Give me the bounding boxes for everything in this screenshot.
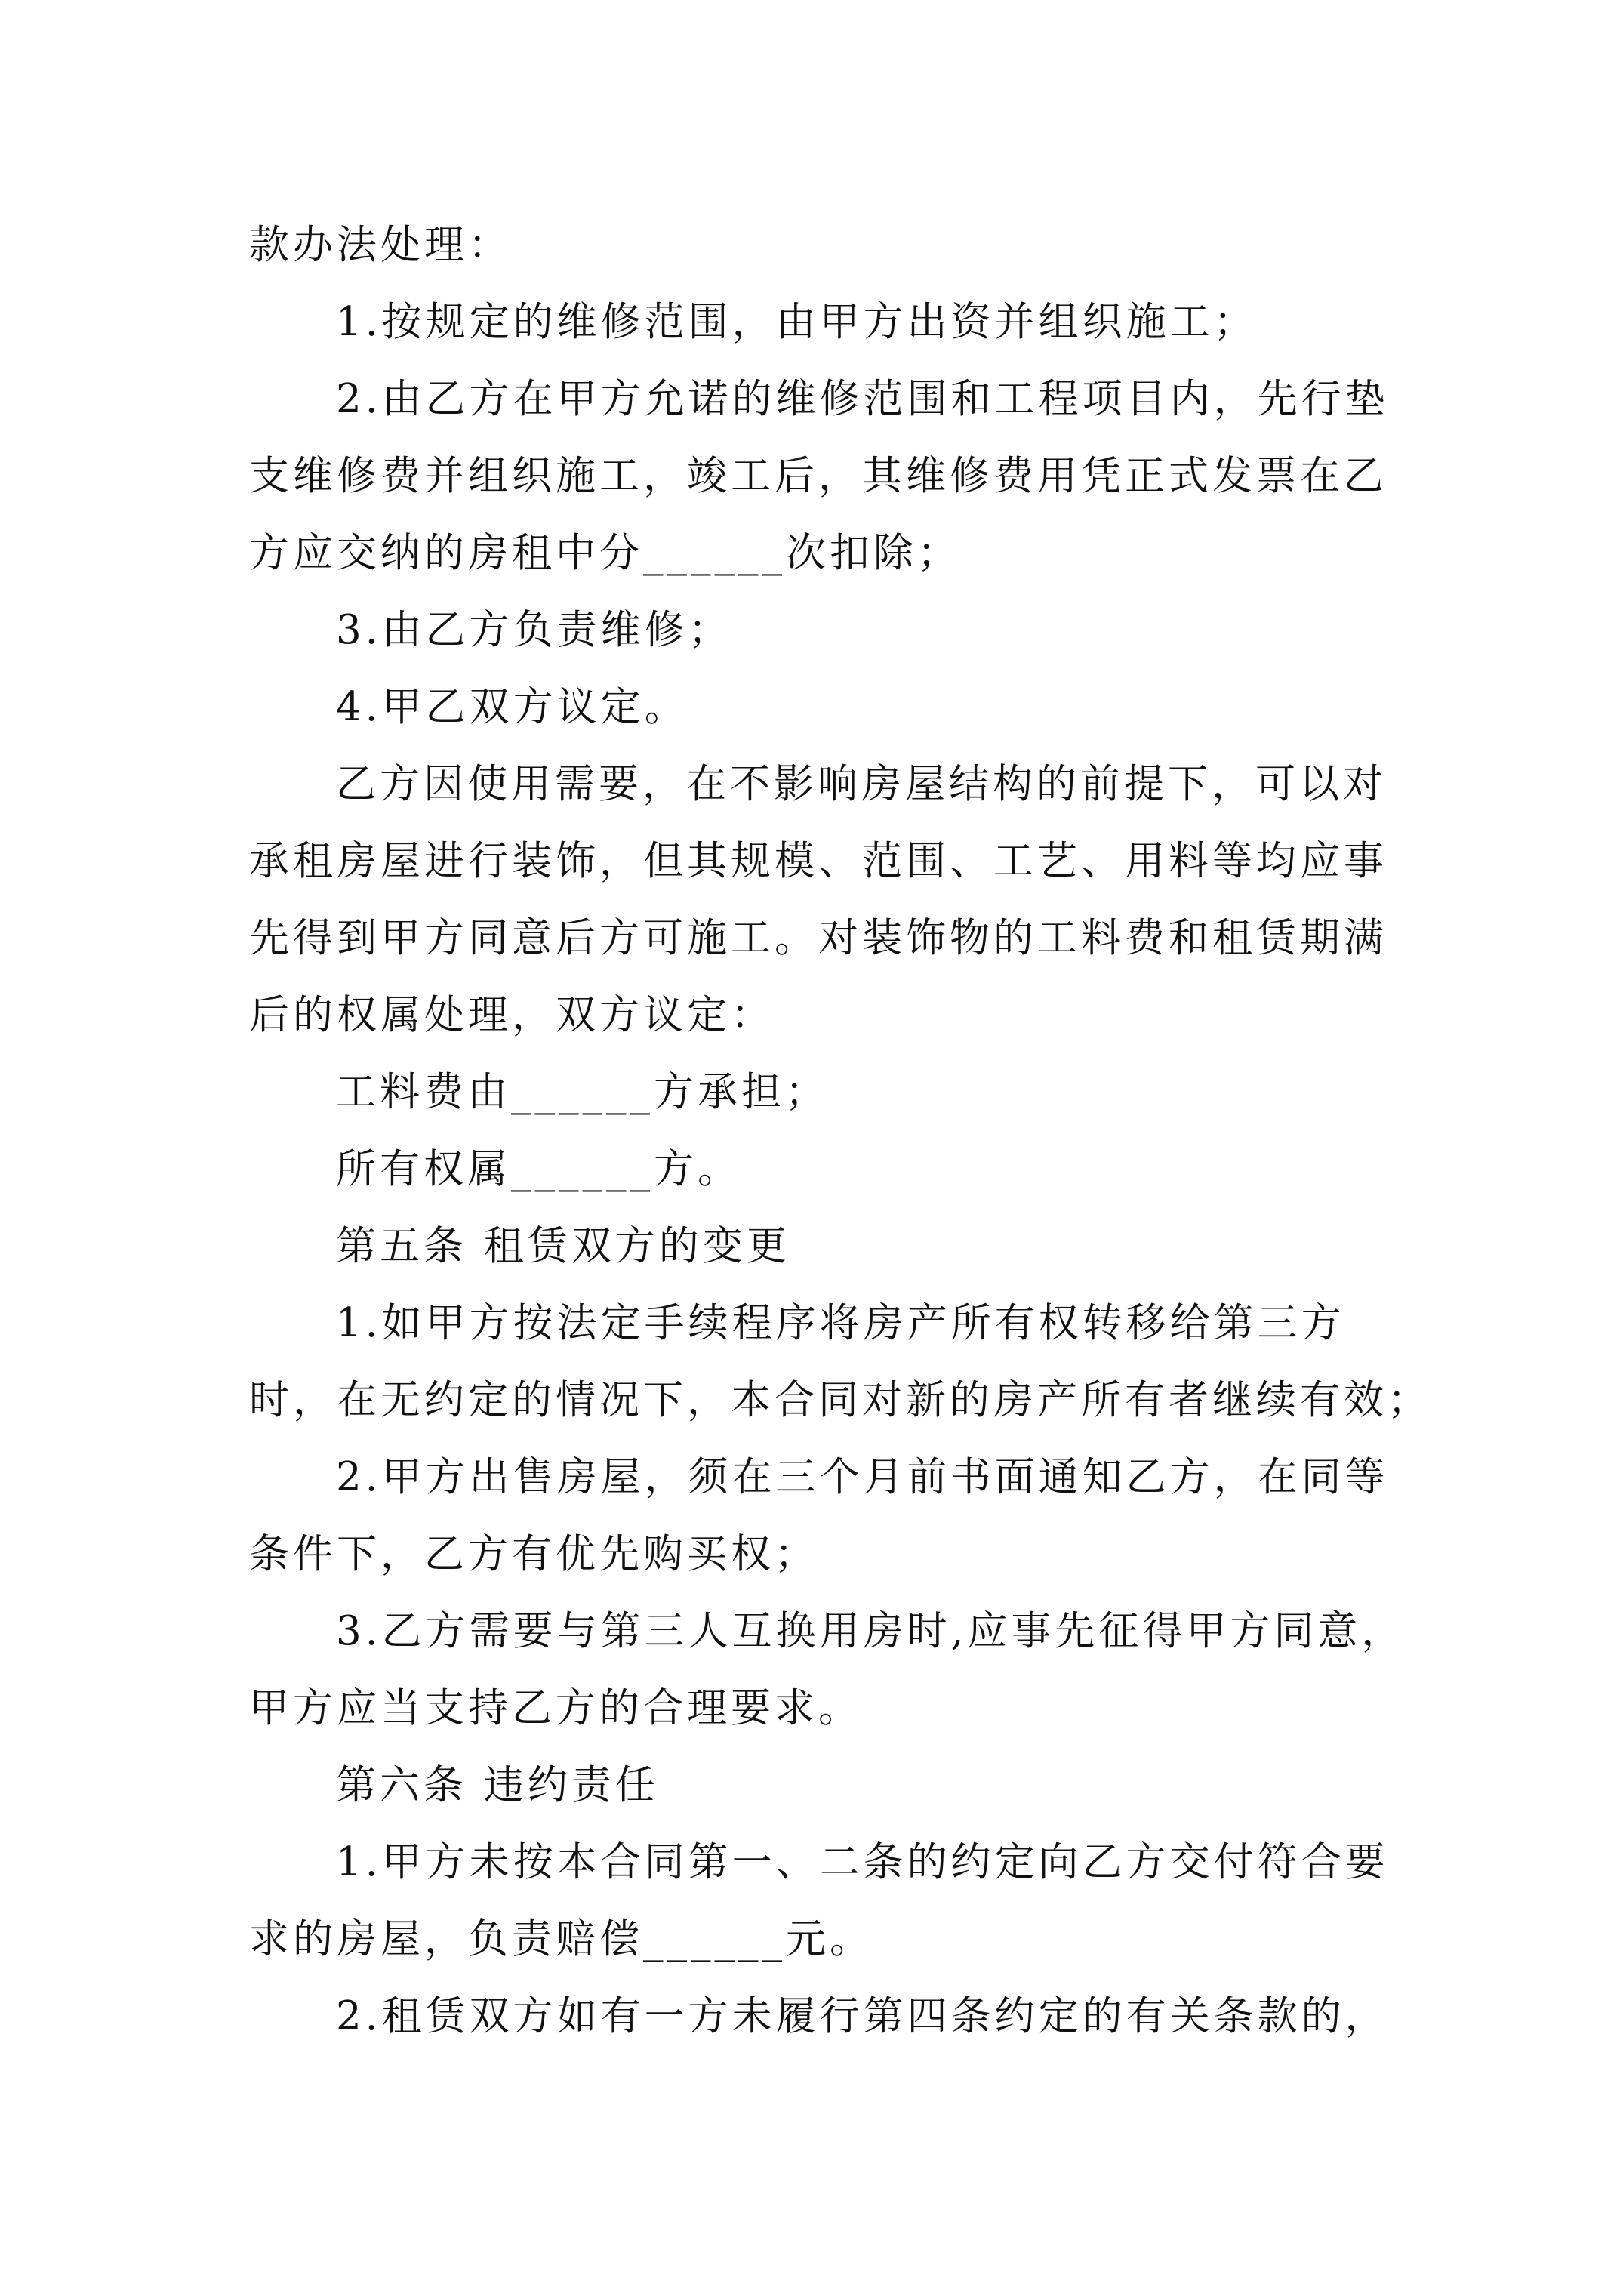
text-line: 3.乙方需要与第三人互换用房时,应事先征得甲方同意， <box>336 1608 1406 1654</box>
text-line: 4.甲乙双方议定。 <box>336 684 688 730</box>
text-line: 2.由乙方在甲方允诺的维修范围和工程项目内，先行垫 <box>336 376 1389 422</box>
text-line: 3.由乙方负责维修； <box>336 607 732 653</box>
text-line: 1.如甲方按法定手续程序将房产所有权转移给第三方 <box>336 1300 1345 1346</box>
text-line: 时，在无约定的情况下，本合同对新的房产所有者继续有效； <box>249 1377 1431 1423</box>
text-line: 甲方应当支持乙方的合理要求。 <box>249 1685 862 1731</box>
section-heading: 第五条 租赁双方的变更 <box>336 1223 790 1269</box>
text-line: 工料费由______方承担； <box>336 1069 829 1115</box>
text-line: 款办法处理： <box>249 222 512 268</box>
text-line: 承租房屋进行装饰，但其规模、范围、工艺、用料等均应事 <box>249 838 1387 884</box>
section-heading: 第六条 违约责任 <box>336 1762 659 1808</box>
text-line: 2.租赁双方如有一方未履行第四条约定的有关条款的， <box>336 1993 1389 2039</box>
text-line: 1.甲方未按本合同第一、二条的约定向乙方交付符合要 <box>336 1839 1389 1885</box>
text-line: 先得到甲方同意后方可施工。对装饰物的工料费和租赁期满 <box>249 915 1387 961</box>
text-line: 方应交纳的房租中分______次扣除； <box>249 530 961 576</box>
text-line: 支维修费并组织施工，竣工后，其维修费用凭正式发票在乙 <box>249 453 1387 499</box>
text-line: 2.甲方出售房屋，须在三个月前书面通知乙方，在同等 <box>336 1454 1389 1500</box>
text-line: 1.按规定的维修范围，由甲方出资并组织施工； <box>336 299 1258 345</box>
text-line: 所有权属______方。 <box>336 1146 741 1192</box>
text-line: 乙方因使用需要，在不影响房屋结构的前提下，可以对 <box>336 761 1387 807</box>
text-line: 求的房屋，负责赔偿______元。 <box>249 1916 873 1962</box>
text-line: 后的权属处理，双方议定： <box>249 992 775 1038</box>
text-line: 条件下，乙方有优先购买权； <box>249 1531 818 1577</box>
